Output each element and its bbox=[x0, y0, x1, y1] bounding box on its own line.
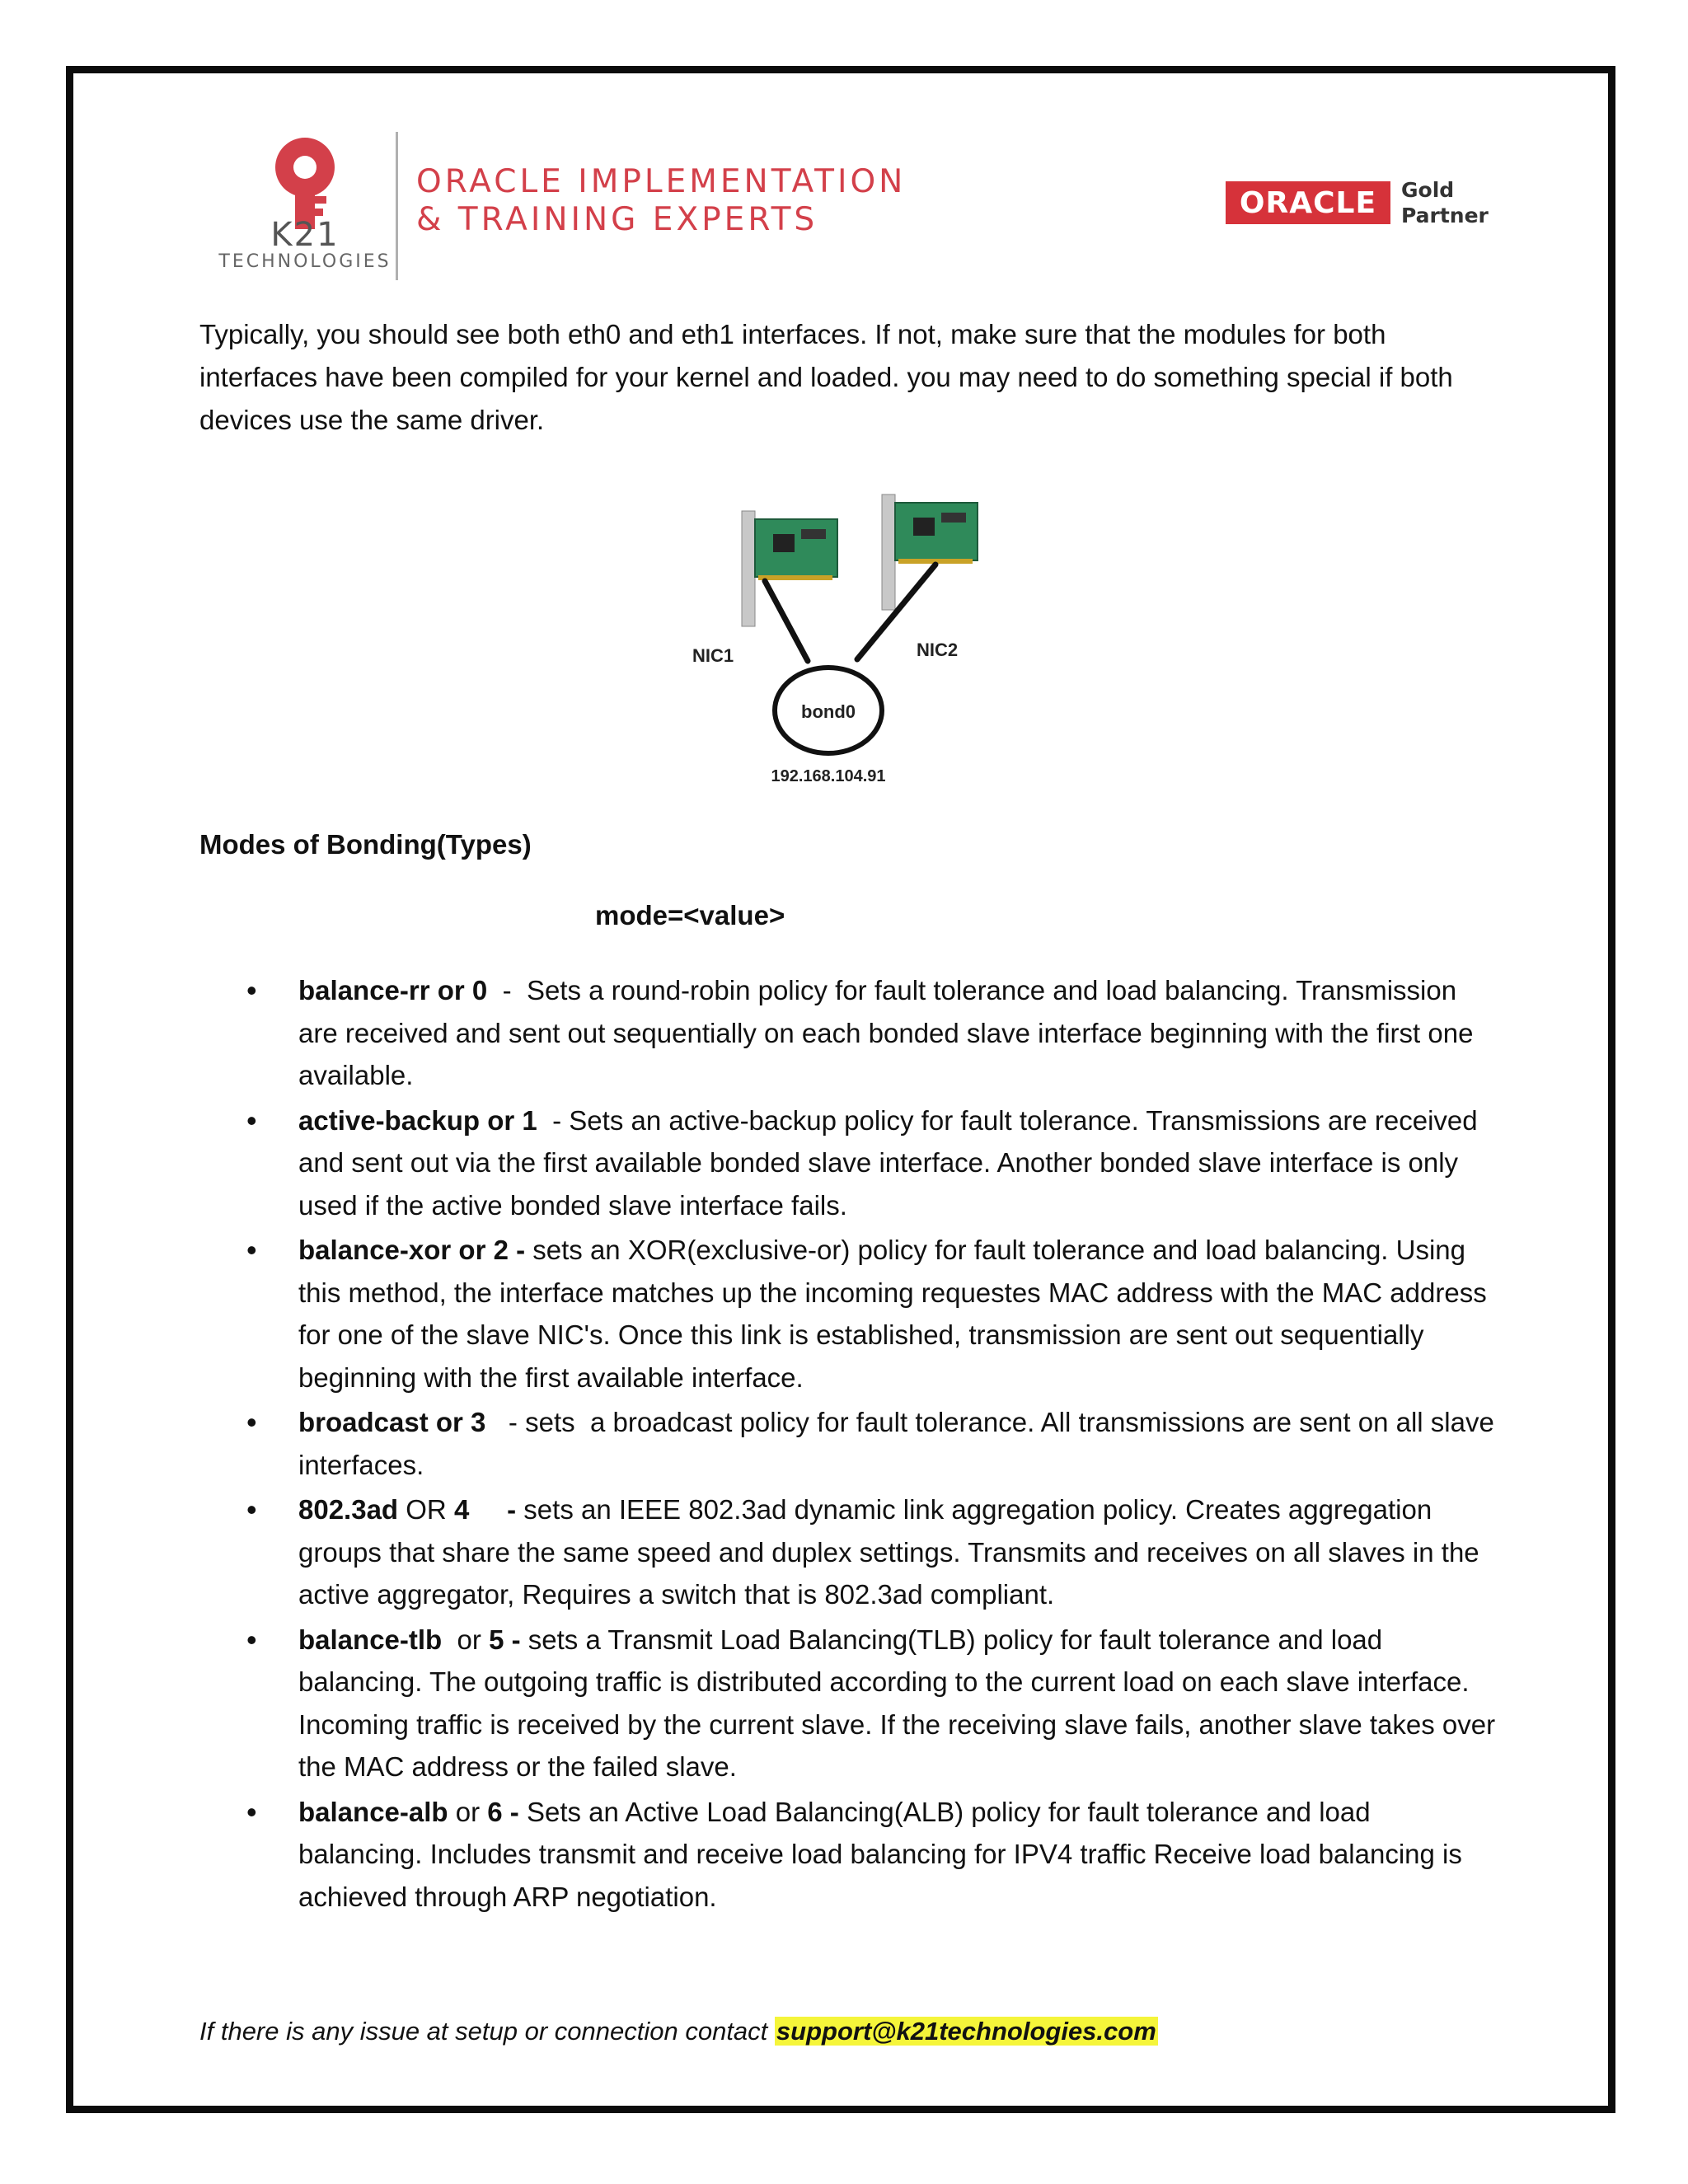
tagline bbox=[416, 163, 906, 239]
mode-number: 4 bbox=[453, 1494, 470, 1525]
intro-paragraph: Typically, you should see both eth0 and eth1 interfaces. If not, make sure that the modules for both interfaces have been compiled for your kernel and loaded. you may need to do something special if both devices use the same driver. bbox=[199, 319, 1453, 435]
mode-name: active-backup or 1 bbox=[298, 1104, 537, 1136]
list-item bbox=[199, 1488, 1502, 1616]
mode-name: balance-alb bbox=[298, 1796, 448, 1827]
partner-label bbox=[1401, 177, 1489, 228]
k21-logo-name: K21 bbox=[270, 216, 340, 254]
mode-name: broadcast or 3 bbox=[298, 1407, 486, 1437]
nic1-link bbox=[765, 581, 808, 661]
mode-separator bbox=[525, 1235, 532, 1265]
mode-name: balance-xor or 2 - bbox=[298, 1235, 526, 1265]
k21-logo-subtitle: TECHNOLOGIES bbox=[218, 251, 392, 272]
footer-text: If there is any issue at setup or connection contact bbox=[199, 2017, 775, 2046]
oracle-logo: ORACLE bbox=[1226, 181, 1390, 224]
list-item bbox=[199, 1791, 1502, 1919]
mode-name: balance-rr or 0 bbox=[298, 975, 488, 1005]
mode-name: balance-tlb bbox=[298, 1624, 443, 1655]
nic1-label: NIC1 bbox=[692, 645, 734, 666]
tagline-line1: ORACLE IMPLEMENTATION bbox=[416, 163, 907, 200]
nic2-label: NIC2 bbox=[917, 640, 959, 660]
mode-description: sets an IEEE 802.3ad dynamic link aggregation policy. Creates aggregation groups that share the same speed and duplex settings. Transmits and receives on all slaves in the active aggregator, Requires a switch that is 802.3ad compliant. bbox=[298, 1494, 1487, 1610]
list-item bbox=[199, 1401, 1502, 1486]
nic1-card-icon bbox=[742, 511, 837, 626]
mode-number: 6 - bbox=[487, 1796, 519, 1827]
nic2-card-icon bbox=[882, 494, 978, 610]
mode-connector: OR bbox=[398, 1494, 454, 1525]
mode-separator bbox=[519, 1797, 527, 1827]
mode-description: Sets an active-backup policy for fault tolerance. Transmissions are received and sent out via the first available bonded slave interface. Another bonded slave interface is only used if the active bonded slave interface fails. bbox=[298, 1104, 1485, 1221]
partner-line2: Partner bbox=[1401, 204, 1489, 227]
mode-separator: - bbox=[485, 1407, 526, 1437]
list-item bbox=[199, 1229, 1502, 1399]
mode-connector: or bbox=[442, 1624, 490, 1655]
mode-separator: - bbox=[487, 975, 527, 1005]
bond0-label: bond0 bbox=[801, 701, 856, 722]
footer-contact bbox=[199, 2011, 1158, 2052]
mode-description: Sets a round-robin policy for fault tolerance and load balancing. Transmission are received and sent out sequentially on each bonded slave interface beginning with the first one available. bbox=[298, 975, 1481, 1090]
modes-list bbox=[199, 969, 1502, 1920]
mode-separator: - bbox=[537, 1104, 570, 1136]
mode-value: mode=<value> bbox=[595, 900, 785, 930]
bonding-diagram-svg bbox=[684, 486, 1014, 799]
partner-line1: Gold bbox=[1401, 178, 1455, 202]
tagline-line2: & TRAINING EXPERTS bbox=[416, 201, 818, 238]
mode-description: Sets an Active Load Balancing(ALB) policy for fault tolerance and load balancing. Includes transmit and receive load balancing for IPV4 traffic Receive load balancing is achieved through ARP negotiation. bbox=[298, 1796, 1470, 1912]
section-title: Modes of Bonding(Types) bbox=[199, 829, 532, 860]
list-item bbox=[199, 1619, 1502, 1788]
list-item bbox=[199, 969, 1502, 1097]
bonding-diagram bbox=[684, 486, 1014, 799]
mode-description: sets an XOR(exclusive-or) policy for fault tolerance and load balancing. Using this method, the interface matches up the incoming requestes MAC address with the MAC address for one of the slave NIC's. Once this link is established, transmission are sent out sequentially beginning with the first available interface. bbox=[298, 1235, 1494, 1393]
mode-name: 802.3ad bbox=[298, 1494, 399, 1525]
mode-connector: or bbox=[448, 1796, 488, 1827]
ip-label: 192.168.104.91 bbox=[771, 767, 886, 785]
mode-description: sets a Transmit Load Balancing(TLB) policy for fault tolerance and load balancing. The outgoing traffic is distributed according to the current load on each slave interface. Incoming traffic is received by the current slave. If the receiving slave fails, another slave takes over the MAC address or the failed slave. bbox=[298, 1624, 1503, 1782]
mode-separator: - bbox=[469, 1494, 524, 1525]
mode-separator bbox=[521, 1624, 528, 1655]
header-divider bbox=[396, 132, 398, 280]
mode-description: sets a broadcast policy for fault tolerance. All transmissions are sent on all slave interfaces. bbox=[298, 1407, 1503, 1480]
mode-number: 5 - bbox=[489, 1624, 521, 1655]
list-item bbox=[199, 1099, 1502, 1227]
support-email-link[interactable]: support@k21technologies.com bbox=[776, 2017, 1156, 2046]
